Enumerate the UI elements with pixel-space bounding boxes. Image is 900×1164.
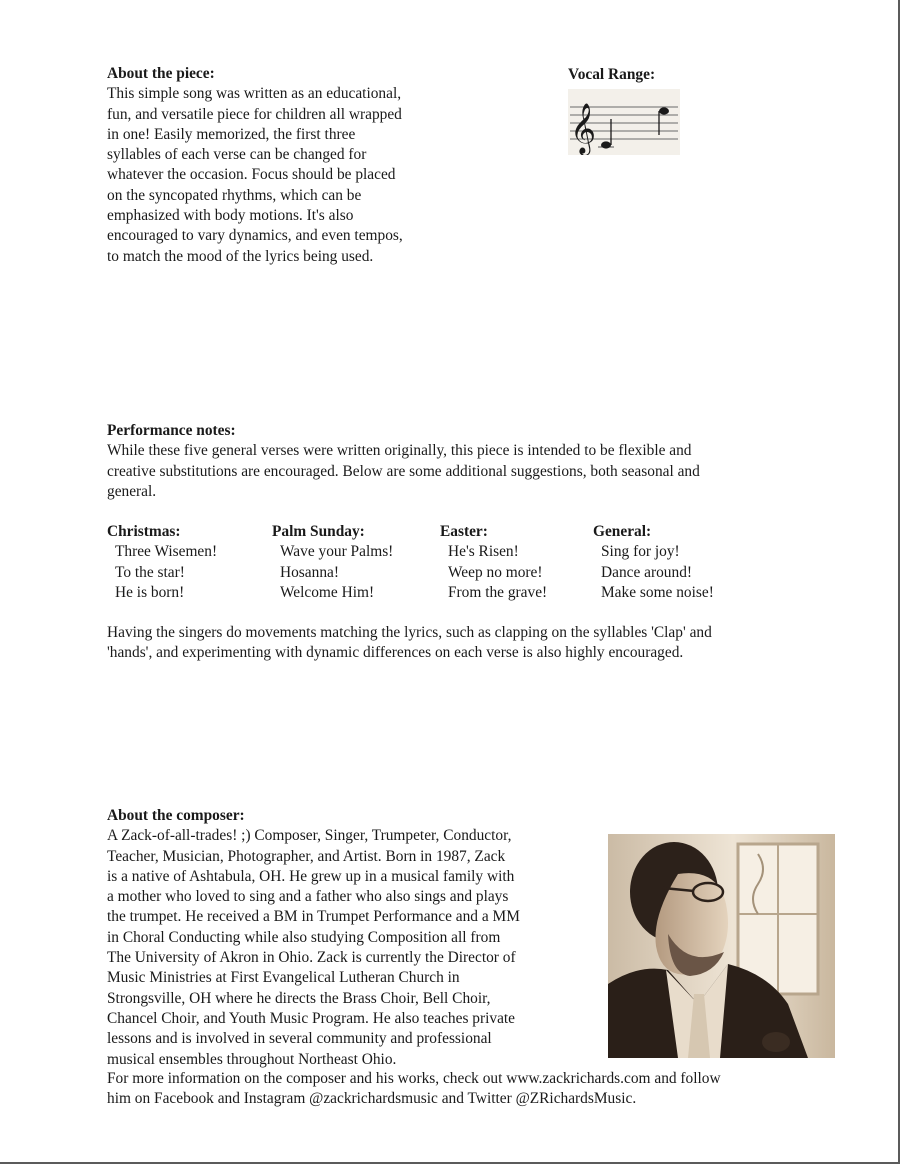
list-item: Weep no more! (448, 563, 543, 581)
vocal-range-section (568, 65, 728, 155)
list-item: Make some noise! (601, 583, 714, 601)
performance-notes-text: While these five general verses were written originally, this piece is intended to be flexible and creative substitutions are encouraged. Below are some additional suggestions, both seasonal and general. (107, 442, 700, 500)
list-item: From the grave! (448, 583, 548, 601)
about-piece-section (107, 64, 467, 267)
column-heading: General: (593, 523, 652, 540)
about-piece-text: This simple song was written as an educational, fun, and versatile piece for children all wrapped in one! Easily memorized, the first three syllables of each verse can be changed for whatever the occasion. Focus should be placed on the syncopated rhythms, which can be emphasized with body motions. It's also encouraged to vary dynamics, and even tempos, to match the mood of the lyrics being used. (107, 85, 403, 265)
about-composer-heading: About the composer: (107, 807, 245, 824)
treble-clef-staff-icon (568, 89, 680, 155)
about-piece-heading: About the piece: (107, 65, 215, 82)
list-item: To the star! (115, 563, 185, 581)
performance-notes-section (107, 421, 817, 502)
column-heading: Palm Sunday: (272, 523, 365, 540)
suggestion-column-christmas (107, 522, 217, 603)
vocal-range-heading: Vocal Range: (568, 66, 656, 83)
column-heading: Easter: (440, 523, 488, 540)
suggestion-column-general (593, 522, 714, 603)
column-heading: Christmas: (107, 523, 181, 540)
list-item: Hosanna! (280, 563, 339, 581)
composer-more-info-text: For more information on the composer and his works, check out www.zackrichards.com and follow him on Facebook and Instagram @zackrichardsmusic and Twitter @ZRichardsMusic. (107, 1070, 721, 1108)
about-composer-section (107, 806, 585, 1070)
composer-portrait-photo (608, 834, 835, 1058)
list-item: Dance around! (601, 563, 693, 581)
list-item: He's Risen! (448, 543, 519, 561)
svg-text:𝄞: 𝄞 (570, 103, 597, 155)
list-item: Three Wisemen! (115, 543, 218, 561)
performance-notes-heading: Performance notes: (107, 422, 236, 439)
suggestion-column-palm-sunday (272, 522, 393, 603)
list-item: Welcome Him! (280, 583, 375, 601)
list-item: Wave your Palms! (280, 543, 394, 561)
suggestion-column-easter (440, 522, 547, 603)
list-item: Sing for joy! (601, 543, 680, 561)
list-item: He is born! (115, 583, 185, 601)
movement-note-text: Having the singers do movements matching the lyrics, such as clapping on the syllables 'Clap' and 'hands', and experimenting with dynamic differences on each verse is also highly encouraged. (107, 624, 712, 662)
about-composer-text: A Zack-of-all-trades! ;) Composer, Singer, Trumpeter, Conductor, Teacher, Musician, Photographer, and Artist. Born in 1987, Zack is a native of Ashtabula, OH. He grew up in a musical family with a mother who loved to sing and a father who also sings and plays the trumpet. He received a BM in Trumpet Performance and a MM in Choral Conducting while also studying Composition all from The University of Akron in Ohio. Zack is currently the Director of Music Ministries at First Evangelical Lutheran Church in Strongsville, OH where he directs the Brass Choir, Bell Choir, Chancel Choir, and Youth Music Program. He also teaches private lessons and is involved in several community and professional musical ensembles throughout Northeast Ohio. (107, 827, 520, 1068)
